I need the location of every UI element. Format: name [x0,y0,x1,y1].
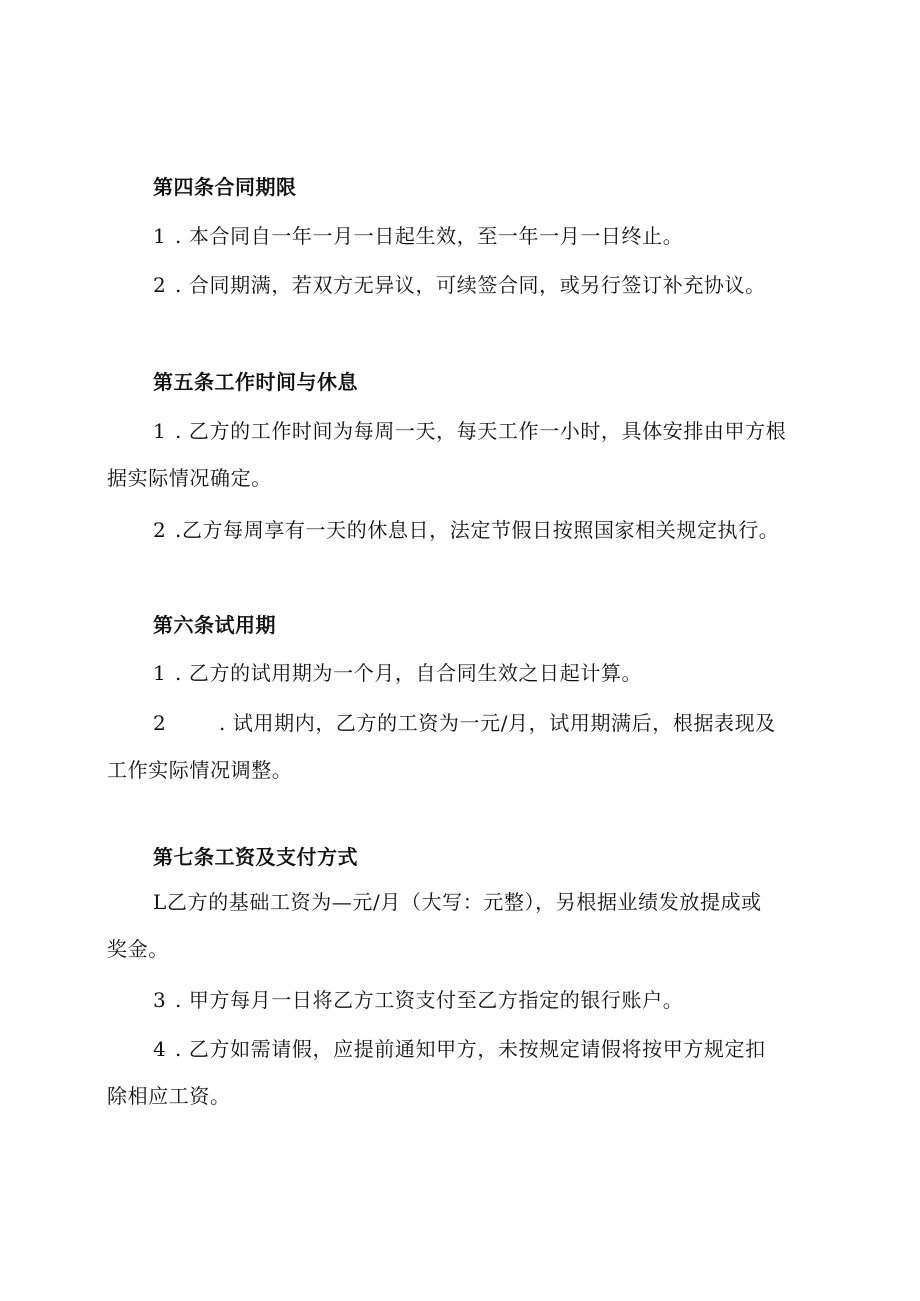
item-text: . 本合同自一年一月一日起生效，至一年一月一日终止。 [175,224,684,248]
section-5-item-2 [107,507,797,554]
item-number: 2 [153,711,167,735]
section-6-item-2 [107,700,797,794]
section-4-item-1 [107,213,797,260]
section-6-item-1 [107,650,797,697]
section-7-item-4 [107,1026,797,1120]
item-text: 乙方的基础工资为—元/月（大写：元整），另根据业绩发放提成或 [167,890,762,914]
item-continuation: 工作实际情况调整。 [107,758,293,782]
item-number: 1 [153,224,167,248]
section-5-heading: 第五条工作时间与休息 [153,370,358,394]
item-number: 2 [153,518,167,542]
item-text: . 甲方每月一日将乙方工资支付至乙方指定的银行账户。 [175,988,684,1012]
item-number: 3 [153,988,167,1012]
item-text: . 试用期内，乙方的工资为一元/月，试用期满后，根据表现及 [219,711,776,735]
item-text: . 合同期满，若双方无异议，可续签合同，或另行签订补充协议。 [175,273,766,297]
section-6-heading: 第六条试用期 [153,613,276,637]
item-text: . 乙方如需请假，应提前通知甲方，未按规定请假将按甲方规定扣 [175,1037,766,1061]
item-text: . 乙方的试用期为一个月，自合同生效之日起计算。 [175,661,643,685]
section-7-heading: 第七条工资及支付方式 [153,845,358,869]
section-7-item-3 [107,977,797,1024]
section-7-item-1 [107,879,797,973]
item-number: L [153,890,167,914]
section-4-item-2 [107,262,797,309]
item-continuation: 据实际情况确定。 [107,466,272,490]
section-5-item-1 [107,408,797,502]
item-number: 1 [153,419,167,443]
item-text: .乙方每周享有一天的休息日，法定节假日按照国家相关规定执行。 [175,518,780,542]
item-text: . 乙方的工作时间为每周一天，每天工作一小时，具体安排由甲方根 [175,419,787,443]
section-4-heading: 第四条合同期限 [153,175,297,199]
item-continuation: 奖金。 [107,937,169,961]
item-continuation: 除相应工资。 [107,1084,231,1108]
item-number: 1 [153,661,167,685]
item-number: 4 [153,1037,167,1061]
item-number: 2 [153,273,167,297]
